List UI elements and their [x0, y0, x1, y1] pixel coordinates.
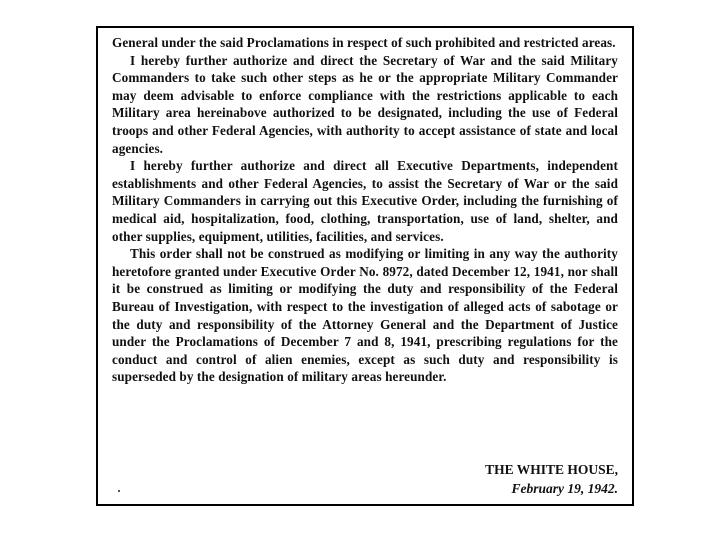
signature-line: THE WHITE HOUSE,	[485, 462, 618, 477]
paragraph-military-commanders: I hereby further authorize and direct the Secretary of War and the said Military Commanders to take such other steps as he or the appropriate Military Commander may deem advisable to enforce compliance with the restrictions applicable to each Military area hereinabove authorized to be designated, including the use of Federal troops and other Federal Agencies, with authority to accept assistance of state and local agencies.	[112, 52, 618, 156]
paragraph-executive-departments: I hereby further authorize and direct all Executive Departments, independent establishments and other Federal Agencies, to assist the Secretary of War or the said Military Commanders in carrying out this Executive Order, including the furnishing of medical aid, hospitalization, food, clothing, transportation, use of land, shelter, and other supplies, equipment, utilities, facilities, and services.	[112, 158, 618, 244]
closing-block	[485, 460, 618, 498]
paragraph-continuation: General under the said Proclamations in respect of such prohibited and restricted areas.	[112, 35, 616, 50]
paragraph-order-limitations: This order shall not be construed as modifying or limiting in any way the authority heretofore granted under Executive Order No. 8972, dated December 12, 1941, nor shall it be construed as limiting or modifying the duty and responsibility of the Federal Bureau of Investigation, with respect to the investigation of alleged acts of sabotage or the duty and responsibility of the Attorney General and the Department of Justice under the Proclamations of December 7 and 8, 1941, prescribing regulations for the conduct and control of alien enemies, except as such duty and responsibility is superseded by the designation of military areas hereunder.	[112, 246, 618, 385]
document-body	[112, 34, 618, 386]
speck-mark	[118, 490, 120, 492]
date-line: February 19, 1942.	[511, 481, 618, 496]
document-frame	[96, 26, 634, 506]
